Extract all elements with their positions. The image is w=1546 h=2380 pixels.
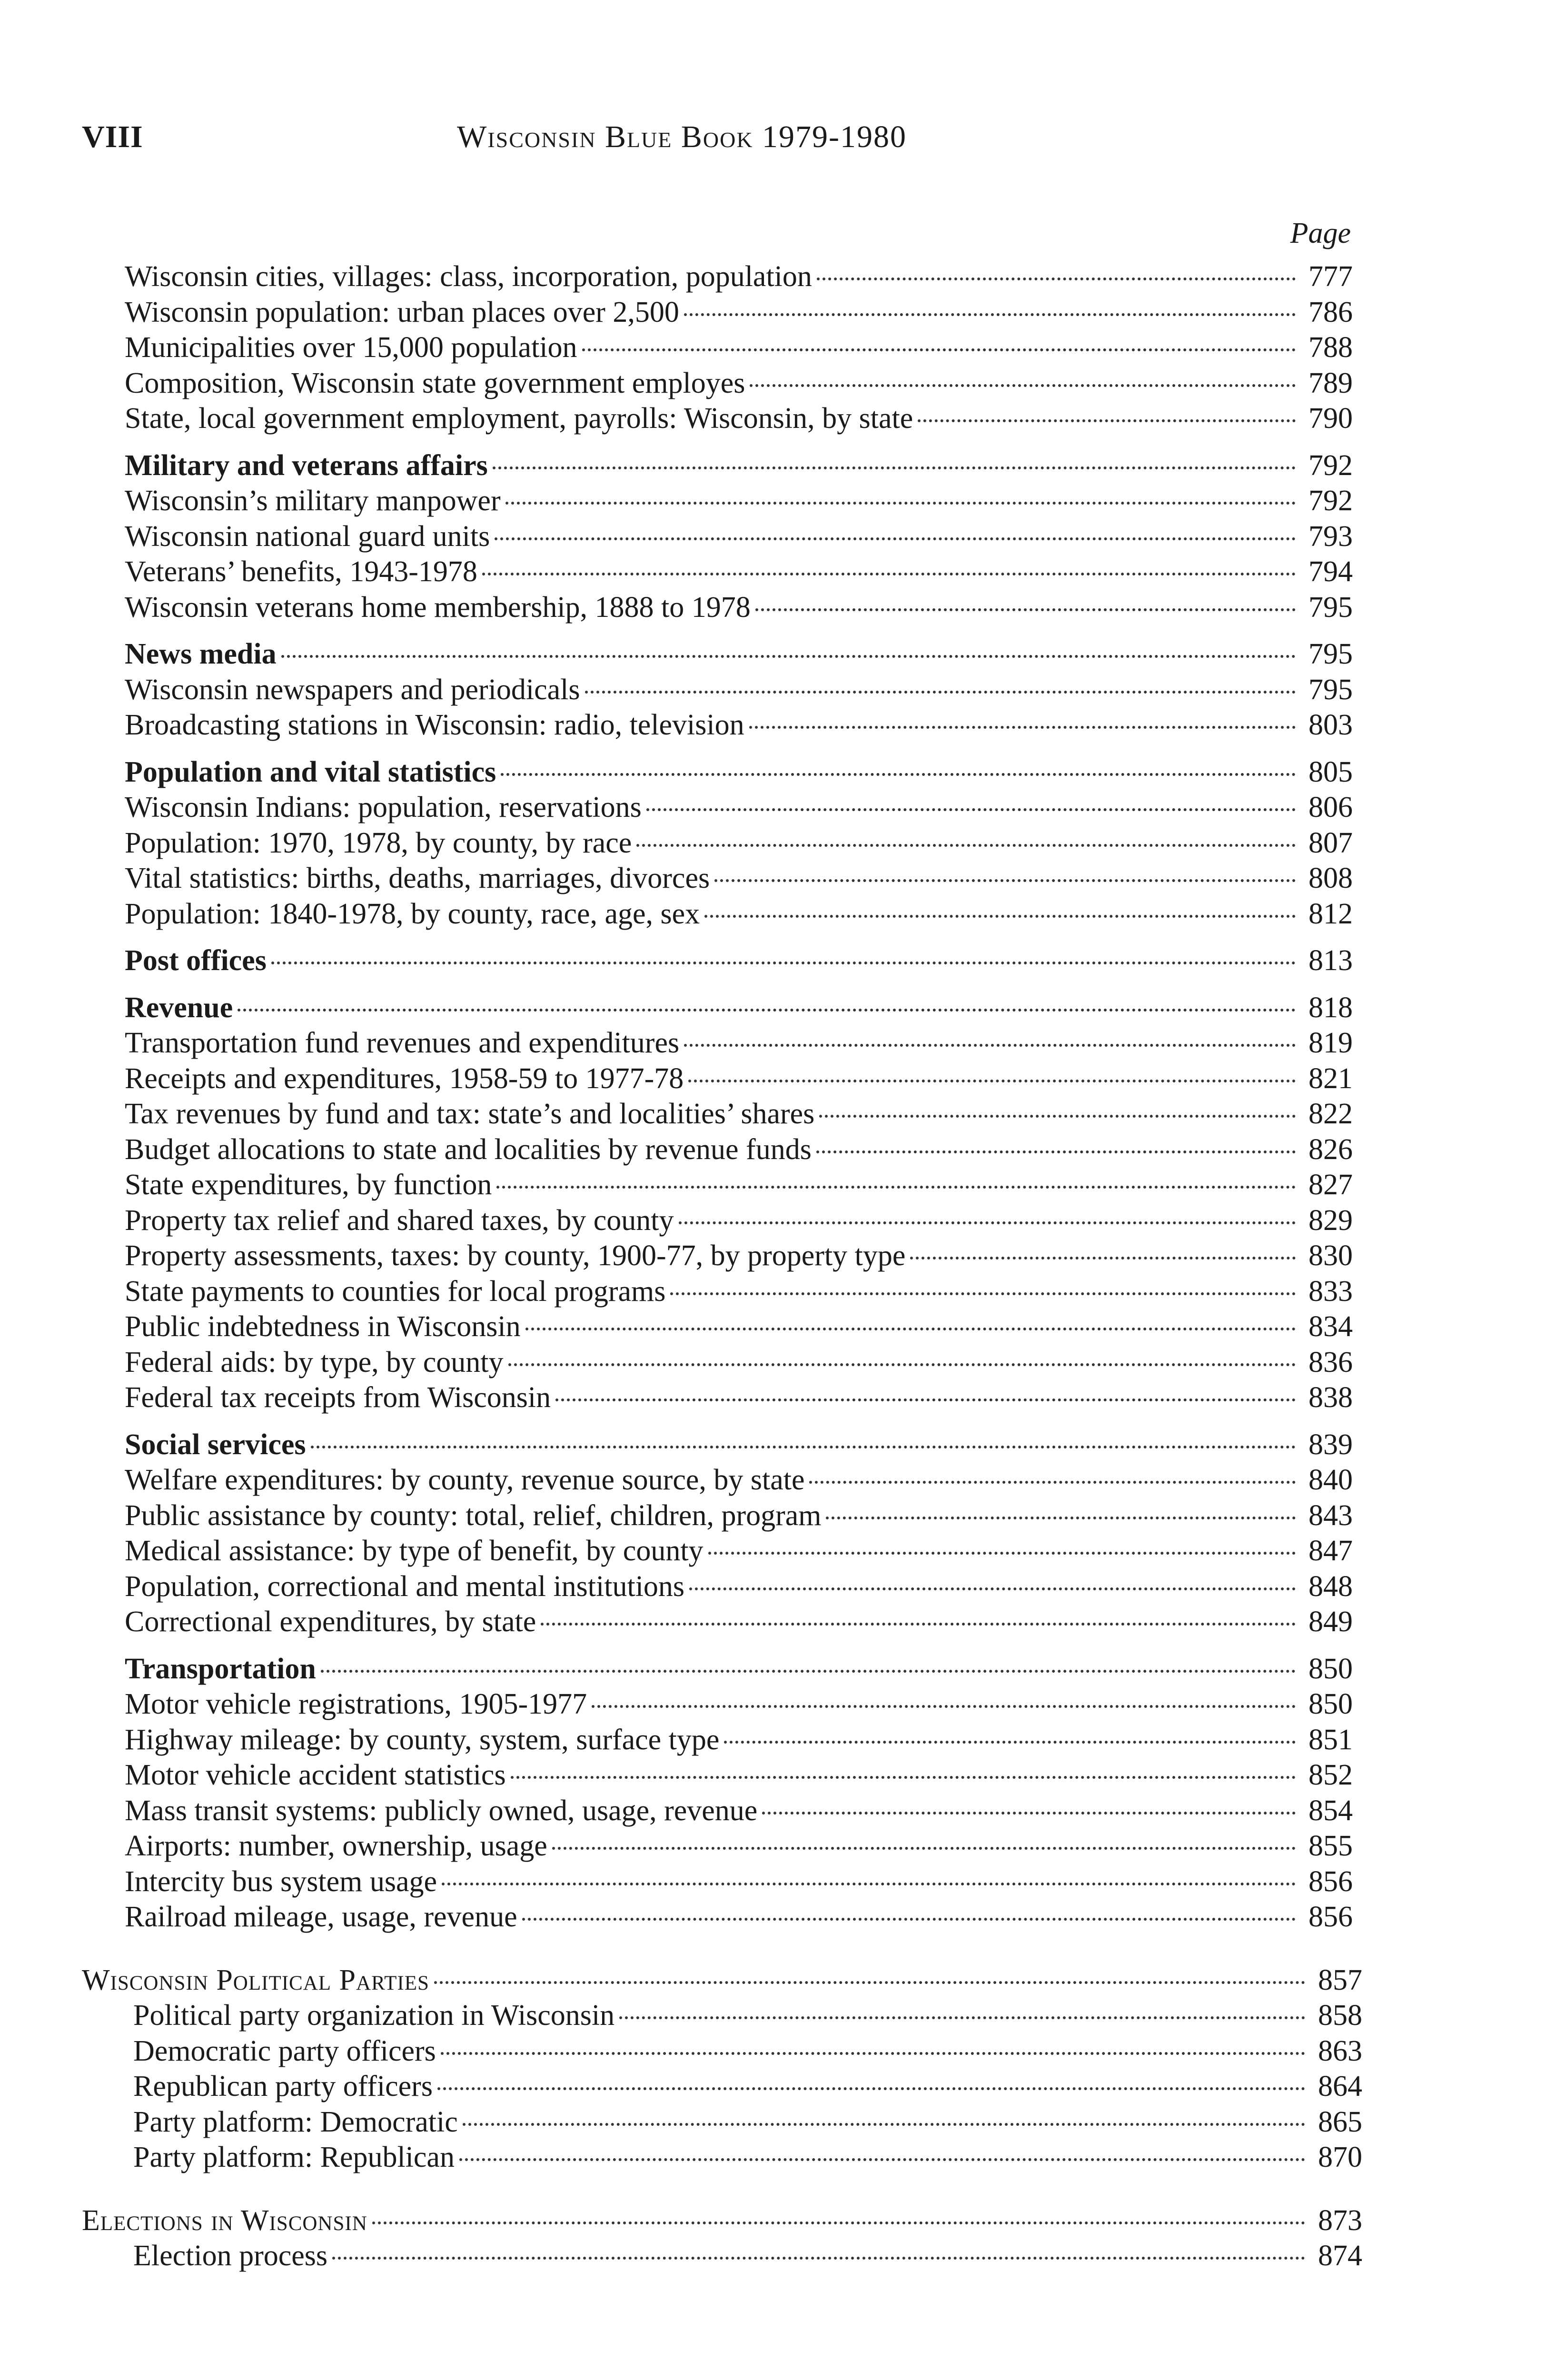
toc-section-heading [82,1963,1362,1998]
toc-entry-label: Composition, Wisconsin state government employes [125,367,745,399]
toc-entry [125,590,1353,625]
toc-entry-page-number: 795 [1308,591,1353,624]
toc-entry [125,401,1353,436]
toc-entry [133,2239,1362,2274]
toc-entry-page-number: 847 [1308,1535,1353,1567]
dot-leader [552,1847,1296,1850]
toc-entry [125,897,1353,932]
dot-leader [688,1080,1296,1082]
dot-leader [505,502,1296,505]
toc-entry [125,1274,1353,1309]
toc-entry-label: Wisconsin newspapers and periodicals [125,673,580,706]
toc-entry [125,1758,1353,1793]
toc-entry-label: Wisconsin’s military manpower [125,485,501,517]
toc-entry-page-number: 848 [1308,1570,1353,1603]
toc-entry [125,555,1353,590]
toc-entry-page-number: 839 [1308,1428,1353,1461]
dot-leader [511,1776,1296,1779]
toc-entry-label: Mass transit systems: publicly owned, usage, revenue [125,1794,758,1827]
toc-entry [125,1569,1353,1605]
toc-entry-label: Welfare expenditures: by county, revenue source, by state [125,1464,805,1496]
toc-entry-page-number: 813 [1308,944,1353,977]
dot-leader [442,1883,1296,1885]
toc-entry [125,1723,1353,1758]
toc-entry-page-number: 803 [1308,709,1353,741]
toc-entry-page-number: 850 [1308,1652,1353,1685]
dot-leader [459,2158,1305,2161]
dot-leader [321,1670,1296,1673]
toc-section-heading [125,1652,1353,1687]
toc-entry-label: Receipts and expenditures, 1958-59 to 1977-78 [125,1062,684,1095]
toc-entry-page-number: 834 [1308,1310,1353,1343]
toc-entry-label: Population, correctional and mental institutions [125,1570,685,1603]
dot-leader [496,1186,1296,1189]
toc-entry-label: Public indebtedness in Wisconsin [125,1310,521,1343]
toc-entry [125,1239,1353,1274]
toc-entry [125,1203,1353,1239]
toc-section-heading [125,1428,1353,1463]
toc-entry-page-number: 874 [1318,2240,1362,2272]
toc-entry-page-number: 827 [1308,1169,1353,1201]
dot-leader [819,1115,1296,1118]
dot-leader [555,1398,1296,1401]
toc-entry-page-number: 794 [1308,555,1353,588]
toc-entry-label: Election process [133,2240,328,2272]
toc-entry-page-number: 856 [1308,1901,1353,1933]
toc-entry-page-number: 795 [1308,673,1353,706]
toc-entry-label: Elections in Wisconsin [82,2204,367,2237]
toc-entry-page-number: 830 [1308,1240,1353,1272]
toc-entry-page-number: 829 [1308,1204,1353,1237]
toc-entry-label: Federal aids: by type, by county [125,1346,504,1378]
toc-entry-page-number: 838 [1308,1381,1353,1414]
toc-section-heading [125,448,1353,484]
toc-entry-label: Post offices [125,944,267,977]
toc-entry-label: Population: 1970, 1978, by county, by race [125,826,632,859]
toc-entry-label: Veterans’ benefits, 1943-1978 [125,555,477,588]
dot-leader [755,608,1296,611]
toc-entry-page-number: 855 [1308,1830,1353,1862]
toc-entry [125,1829,1353,1864]
dot-leader [585,691,1296,694]
dot-leader [271,962,1296,964]
toc-entry-label: Democratic party officers [133,2034,436,2067]
dot-leader [684,313,1296,316]
toc-entry [125,1380,1353,1416]
dot-leader [522,1918,1296,1921]
toc-entry-label: News media [125,638,277,670]
toc-entry-page-number: 807 [1308,826,1353,859]
toc-entry [125,1026,1353,1061]
toc-entry-page-number: 852 [1308,1759,1353,1791]
dot-leader [817,278,1296,280]
dot-leader [525,1328,1296,1330]
dot-leader [816,1150,1296,1153]
toc-entry [125,295,1353,330]
toc-entry-label: State payments to counties for local programs [125,1275,666,1308]
dot-leader [541,1623,1296,1626]
dot-leader [311,1446,1296,1448]
page-number: VIII [82,119,143,154]
toc-entry [125,1309,1353,1345]
toc-entry-label: Intercity bus system usage [125,1865,437,1898]
toc-entry-label: Budget allocations to state and localities by revenue funds [125,1133,812,1166]
dot-leader [689,1587,1296,1590]
toc-entry-label: Wisconsin Indians: population, reservations [125,791,642,823]
toc-entry [125,519,1353,555]
toc-entry-label: Federal tax receipts from Wisconsin [125,1381,551,1414]
toc-entry-label: Social services [125,1428,306,1461]
toc-entry-label: Motor vehicle accident statistics [125,1759,506,1791]
toc-entry-label: State expenditures, by function [125,1169,492,1201]
toc-section-heading [125,755,1353,790]
toc-entry [125,259,1353,295]
dot-leader [463,2123,1305,2126]
toc-entry [133,1998,1362,2033]
toc-entry-label: Correctional expenditures, by state [125,1606,536,1638]
toc-entry-label: Railroad mileage, usage, revenue [125,1901,517,1933]
toc-entry-page-number: 836 [1308,1346,1353,1378]
toc-entry-page-number: 856 [1308,1865,1353,1898]
dot-leader [437,2087,1305,2090]
toc-entry-page-number: 864 [1318,2070,1362,2102]
dot-leader [636,844,1296,847]
dot-leader [809,1481,1296,1484]
toc-entry [133,2034,1362,2069]
dot-leader [714,879,1296,882]
toc-entry [125,1498,1353,1534]
dot-leader [670,1292,1296,1295]
toc-entry-label: Vital statistics: births, deaths, marriages, divorces [125,862,710,894]
toc-entry [125,1534,1353,1569]
toc-entry-label: Transportation [125,1652,316,1685]
toc-entry-label: Medical assistance: by type of benefit, by county [125,1535,704,1567]
toc-entry [133,2069,1362,2104]
toc-section-heading [125,943,1353,979]
toc-entry-page-number: 870 [1318,2141,1362,2173]
toc-entry-label: Republican party officers [133,2070,433,2102]
dot-leader [482,573,1296,575]
toc-entry-label: Party platform: Republican [133,2141,455,2173]
dot-leader [910,1257,1296,1259]
toc-entry [125,790,1353,825]
toc-entry-page-number: 854 [1308,1794,1353,1827]
dot-leader [684,1044,1296,1047]
dot-leader [704,915,1296,918]
toc-entry-page-number: 786 [1308,296,1353,328]
toc-section-heading [125,991,1353,1026]
toc-entry-page-number: 789 [1308,367,1353,399]
toc-entry [125,1687,1353,1722]
page-column-label: Page [1290,217,1351,249]
toc-entry-label: Transportation fund revenues and expenditures [125,1027,680,1059]
toc-entry [125,708,1353,743]
toc-entry [125,861,1353,896]
toc-entry [125,673,1353,708]
toc-entry-label: Tax revenues by fund and tax: state’s and localities’ shares [125,1098,815,1130]
toc-entry-page-number: 857 [1318,1964,1362,1996]
toc-entry-page-number: 822 [1308,1098,1353,1130]
dot-leader [708,1552,1296,1555]
dot-leader [826,1517,1296,1519]
toc-entry-page-number: 818 [1308,991,1353,1024]
toc-entry-page-number: 858 [1318,1999,1362,2032]
dot-leader [332,2257,1305,2260]
toc-entry-page-number: 826 [1308,1133,1353,1166]
toc-entry-page-number: 793 [1308,520,1353,553]
toc-entry [125,1900,1353,1935]
toc-entry [125,1168,1353,1203]
dot-leader [750,384,1296,387]
toc-entry [125,1463,1353,1498]
toc-entry-label: Municipalities over 15,000 population [125,331,577,364]
toc-entry-label: Wisconsin cities, villages: class, incorporation, population [125,260,812,293]
toc-entry [125,484,1353,519]
dot-leader [434,1981,1305,1984]
toc-entry-label: State, local government employment, payrolls: Wisconsin, by state [125,402,913,435]
toc-entry-page-number: 808 [1308,862,1353,894]
toc-entry-label: Party platform: Democratic [133,2105,458,2138]
toc-entry-label: Property assessments, taxes: by county, 1900-77, by property type [125,1240,906,1272]
toc-section-heading [125,637,1353,672]
dot-leader [508,1363,1296,1366]
toc-entry-page-number: 851 [1308,1723,1353,1756]
dot-leader [724,1741,1296,1744]
toc-entry-page-number: 849 [1308,1606,1353,1638]
toc-entry-label: Wisconsin Political Parties [82,1964,429,1996]
toc-entry-label: Property tax relief and shared taxes, by county [125,1204,674,1237]
toc-entry-page-number: 777 [1308,260,1353,293]
toc-entry-page-number: 806 [1308,791,1353,823]
toc-entry [125,330,1353,366]
toc-entry-label: Revenue [125,991,233,1024]
toc-entry-page-number: 805 [1308,755,1353,788]
toc-entry-page-number: 840 [1308,1464,1353,1496]
dot-leader [495,537,1296,540]
toc-entry-page-number: 792 [1308,449,1353,482]
toc-entry [125,1345,1353,1380]
toc-entry-label: Political party organization in Wisconsin [133,1999,615,2032]
dot-leader [918,419,1296,422]
toc-entry-page-number: 812 [1308,897,1353,930]
toc-entry-label: Wisconsin national guard units [125,520,490,553]
dot-leader [749,726,1296,729]
dot-leader [619,2016,1305,2019]
toc-entry-page-number: 795 [1308,638,1353,670]
toc-entry-page-number: 863 [1318,2034,1362,2067]
toc-entry-label: Motor vehicle registrations, 1905-1977 [125,1688,587,1720]
dot-leader [281,655,1296,658]
toc-entry-label: Wisconsin veterans home membership, 1888 to 1978 [125,591,751,624]
toc-entry-label: Military and veterans affairs [125,449,488,482]
toc-entry-page-number: 865 [1318,2105,1362,2138]
toc-entry [125,1864,1353,1900]
toc-entry-page-number: 843 [1308,1499,1353,1532]
toc-entry [125,366,1353,401]
toc-entry [133,2140,1362,2175]
toc-entry [133,2105,1362,2140]
dot-leader [372,2221,1305,2224]
toc-entry-label: Broadcasting stations in Wisconsin: radio, television [125,709,744,741]
toc-entry-label: Highway mileage: by county, system, surface type [125,1723,720,1756]
toc-entry [125,1061,1353,1097]
dot-leader [762,1812,1296,1815]
toc-entry-label: Airports: number, ownership, usage [125,1830,547,1862]
toc-entry-label: Population and vital statistics [125,755,496,788]
toc-entry-page-number: 819 [1308,1027,1353,1059]
toc-entry-page-number: 790 [1308,402,1353,435]
toc-entry-page-number: 792 [1308,485,1353,517]
toc-entry-page-number: 833 [1308,1275,1353,1308]
toc-entry [125,1605,1353,1640]
toc-entry-page-number: 873 [1318,2204,1362,2237]
running-head: Wisconsin Blue Book 1979-1980 [457,119,907,154]
dot-leader [238,1009,1296,1012]
dot-leader [582,348,1296,351]
dot-leader [646,808,1296,811]
toc-entry-page-number: 821 [1308,1062,1353,1095]
dot-leader [501,773,1296,776]
dot-leader [441,2052,1305,2055]
toc-entry-label: Wisconsin population: urban places over 2,500 [125,296,679,328]
toc-entry [125,1132,1353,1168]
toc-entry-label: Population: 1840-1978, by county, race, age, sex [125,897,700,930]
dot-leader [493,466,1296,469]
toc-entry [125,1794,1353,1829]
toc-entry-page-number: 850 [1308,1688,1353,1720]
toc-entry [125,1097,1353,1132]
dot-leader [592,1705,1296,1708]
toc-section-heading [82,2203,1362,2239]
toc-entry [125,826,1353,861]
toc-entry-label: Public assistance by county: total, relief, children, program [125,1499,822,1532]
dot-leader [679,1221,1296,1224]
toc-entry-page-number: 788 [1308,331,1353,364]
